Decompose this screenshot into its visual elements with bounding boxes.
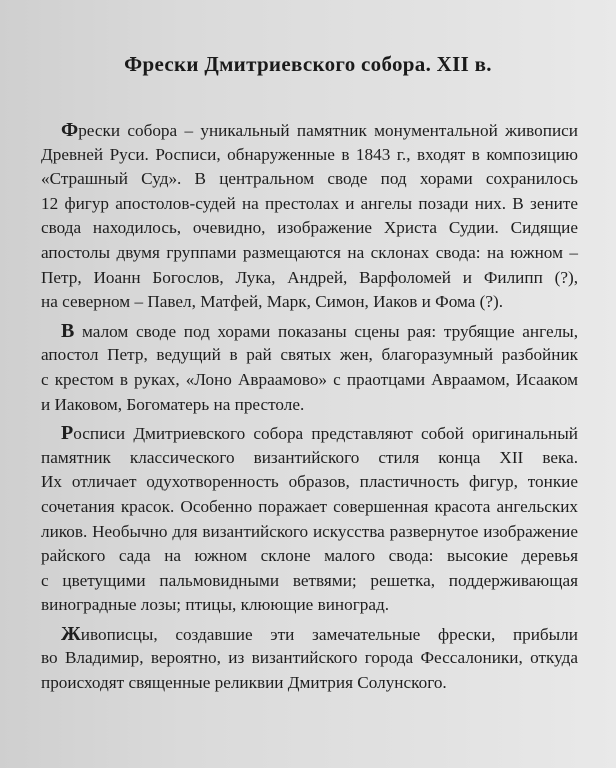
- text-line: [41, 368, 578, 393]
- text-line: [41, 544, 578, 569]
- line-text: памятник классического византийского стиля конца XII века.: [41, 447, 578, 467]
- text-line: [41, 118, 578, 143]
- text-line: [41, 569, 578, 594]
- document-body: [41, 118, 578, 700]
- initial-letter: Ж: [61, 622, 81, 645]
- text-line: [41, 167, 578, 192]
- line-text: Древней Руси. Росписи, обнаруженные в 1843 г., входят в композицию: [41, 144, 578, 164]
- text-line: [41, 622, 578, 647]
- text-line: [41, 393, 578, 418]
- line-text: малом своде под хорами показаны сцены рая: трубящие ангелы,: [74, 321, 578, 341]
- line-text: апостол Петр, ведущий в рай святых жен, благоразумный разбойник: [41, 345, 578, 365]
- text-line: [41, 446, 578, 471]
- line-text: виноградные лозы; птицы, клюющие виноград.: [41, 595, 390, 615]
- initial-letter: Р: [61, 422, 74, 445]
- text-line: [41, 192, 578, 217]
- line-text: райского сада на южном склоне малого свода: высокие деревья: [41, 546, 578, 566]
- page-title: Фрески Дмитриевского собора. XII в.: [124, 52, 492, 76]
- paragraph: [41, 319, 578, 417]
- line-text: и Иаковом, Богоматерь на престоле.: [41, 394, 305, 414]
- text-line: [41, 421, 578, 446]
- text-line: [41, 290, 578, 315]
- line-text: Их отличает одухотворенность образов, пластичность фигур, тонкие: [41, 472, 578, 492]
- text-line: [41, 343, 578, 368]
- text-line: [41, 593, 578, 618]
- text-line: [41, 266, 578, 291]
- line-text: ликов. Необычно для византийского искусства развернутое изображение: [41, 521, 578, 541]
- initial-letter: В: [61, 319, 75, 342]
- line-text: рески собора – уникальный памятник монументальной живописи: [78, 121, 578, 140]
- initial-letter: Ф: [61, 119, 79, 141]
- paragraph: [41, 421, 578, 618]
- line-text: сочетания красок. Особенно поражает совершенная красота ангельских: [41, 496, 578, 516]
- line-text: 12 фигур апостолов-судей на престолах и ангелы позади них. В зените: [41, 193, 578, 213]
- text-line: [41, 520, 578, 545]
- line-text: с цветущими пальмовидными ветвями; решетка, поддерживающая: [41, 570, 578, 590]
- paragraph: [41, 118, 578, 315]
- text-line: [41, 143, 578, 168]
- line-text: на северном – Павел, Матфей, Марк, Симон, Иаков и Фома (?).: [41, 292, 504, 312]
- line-text: «Страшный Суд». В центральном своде под хорами сохранилось: [41, 169, 578, 189]
- text-line: [41, 241, 578, 266]
- line-text: осписи Дмитриевского собора представляют собой оригинальный: [73, 424, 578, 444]
- line-text: с крестом в руках, «Лоно Авраамово» с праотцами Авраамом, Исааком: [41, 369, 578, 389]
- paragraph: [41, 622, 578, 696]
- text-line: [41, 216, 578, 241]
- text-line: [41, 470, 578, 495]
- line-text: апостолы двумя группами размещаются на склонах свода: на южном –: [41, 242, 578, 262]
- line-text: ивописцы, создавшие эти замечательные фрески, прибыли: [80, 624, 578, 644]
- text-line: [41, 319, 578, 344]
- text-line: [41, 646, 578, 671]
- line-text: во Владимир, вероятно, из византийского города Фессалоники, откуда: [41, 648, 578, 668]
- line-text: Петр, Иоанн Богослов, Лука, Андрей, Варфоломей и Филипп (?),: [41, 267, 578, 287]
- line-text: свода находилось, очевидно, изображение Христа Судии. Сидящие: [41, 218, 578, 238]
- text-line: [41, 495, 578, 520]
- text-line: [41, 671, 578, 696]
- line-text: происходят священные реликвии Дмитрия Солунского.: [41, 673, 447, 693]
